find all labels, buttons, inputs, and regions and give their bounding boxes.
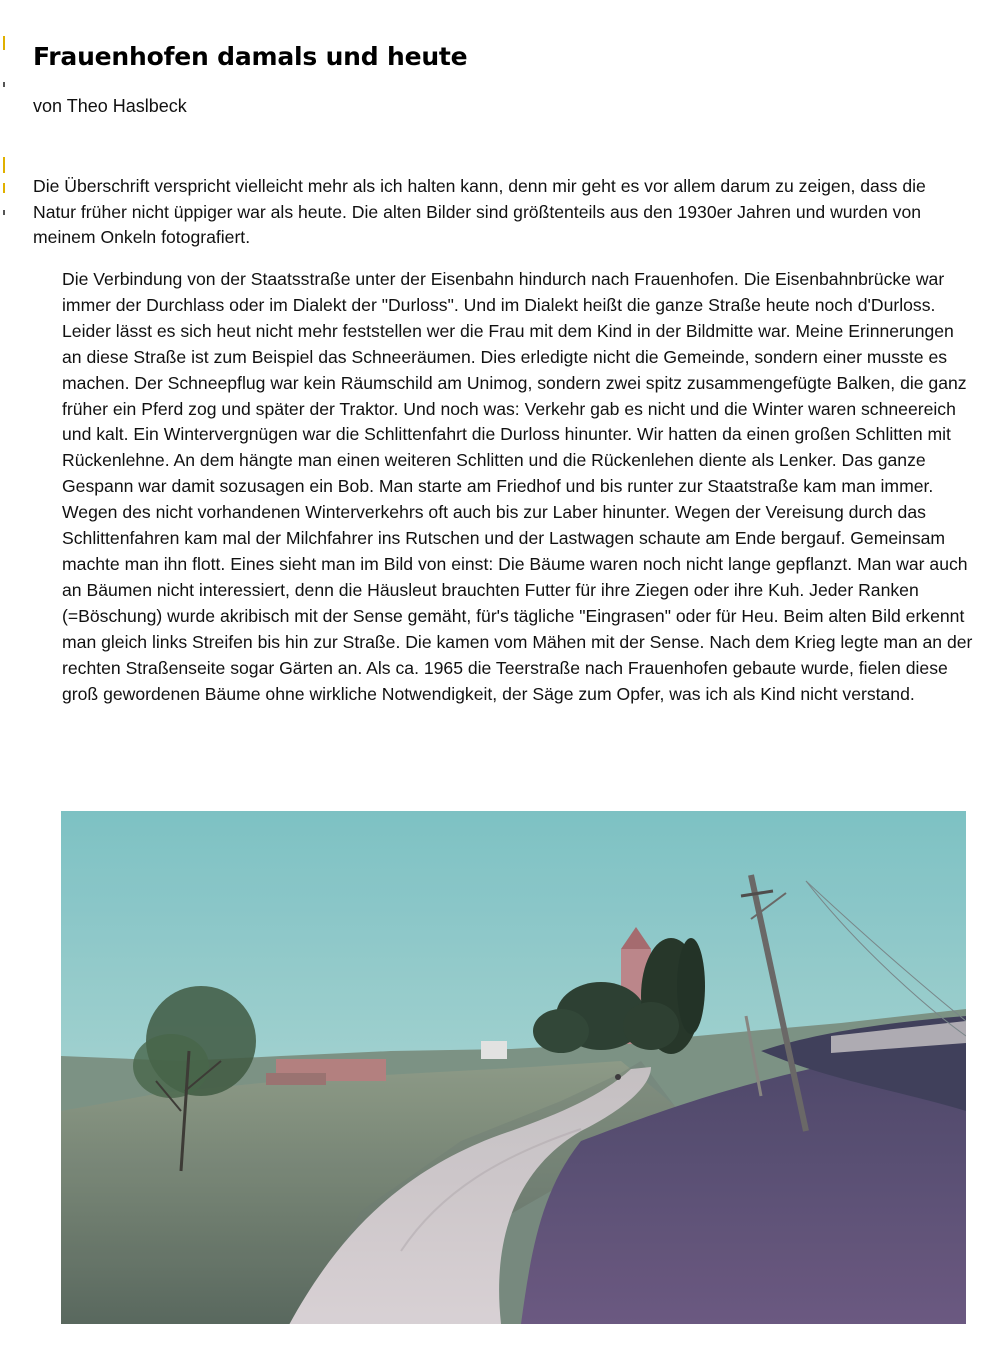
margin-mark [3,183,5,193]
intro-paragraph: Die Überschrift verspricht vielleicht mehr als ich halten kann, denn mir geht es vor allem darum zu zeigen, dass die Natur früher nicht üppiger war als heute. Die alten Bilder sind größtenteils aus den 1930er Jahren und wurden von meinem Onkeln fotografiert. [33,176,926,247]
author-line: von Theo Haslbeck [33,96,187,116]
margin-mark [3,36,5,50]
margin-mark [3,210,5,215]
page-title: Frauenhofen damals und heute [33,42,468,71]
margin-mark [3,157,5,173]
photo-caption: Die Verbindung von der Staatsstraße unter der Eisenbahn hindurch nach Frauenhofen. Die Eisenbahnbrücke war immer der Durchlass oder im Dialekt der "Durloss". Und im Dialekt heißt die ganze Straße heute noch d'Durloss. Leider lässt es sich heut nicht mehr feststellen wer die Frau mit dem Kind in der Bildmitte war. Meine Erinnerungen an diese Straße ist zum Beispiel das Schneeräumen. Dies erledigte nicht die Gemeinde, sondern einer musste es machen. Der Schneepflug war kein Räumschild am Unimog, sondern zwei spitz zusammengefügte Balken, die ganz früher ein Pferd zog und später der Traktor. Und noch was: Verkehr gab es nicht und die Winter waren schneereich und kalt. Ein Wintervergnügen war die Schlittenfahrt die Durloss hinunter. Wir hatten da einen großen Schlitten mit Rückenlehne. An dem hängte man einen weiteren Schlitten und die Rückenlehen diente als Lenker. Das ganze Gespann war damit sozusagen ein Bob. Man starte am Friedhof und bis runter zur Staatstraße kam man immer. Wegen des nicht vorhandenen Winterverkehrs oft auch bis zur Laber hinunter. Wegen der Vereisung durch das Schlittenfahren kam mal der Milchfahrer ins Rutschen und der Lastwagen schaute am Ende bergauf. Gemeinsam machte man ihn flott. Eines sieht man im Bild von einst: Die Bäume waren noch nicht lange gepflanzt. Man war auch an Bäumen nicht interessiert, denn die Häusleut brauchten Futter für ihre Ziegen oder ihre Kuh. Jeder Ranken (=Böschung) wurde akribisch mit der Sense gemäht, für's tägliche "Eingrasen" oder für Heu. Beim alten Bild erkennt man gleich links Streifen bis hin zur Straße. Die kamen vom Mähen mit der Sense. Nach dem Krieg legte man an der rechten Straßenseite sogar Gärten an. Als ca. 1965 die Teerstraße nach Frauenhofen gebaute wurde, fielen diese groß gewordenen Bäume ohne wirkliche Notwendigkeit, der Säge zum Opfer, was ich als Kind nicht verstand. [62,269,973,704]
margin-mark [3,82,5,87]
historic-road-photo [61,811,966,1324]
